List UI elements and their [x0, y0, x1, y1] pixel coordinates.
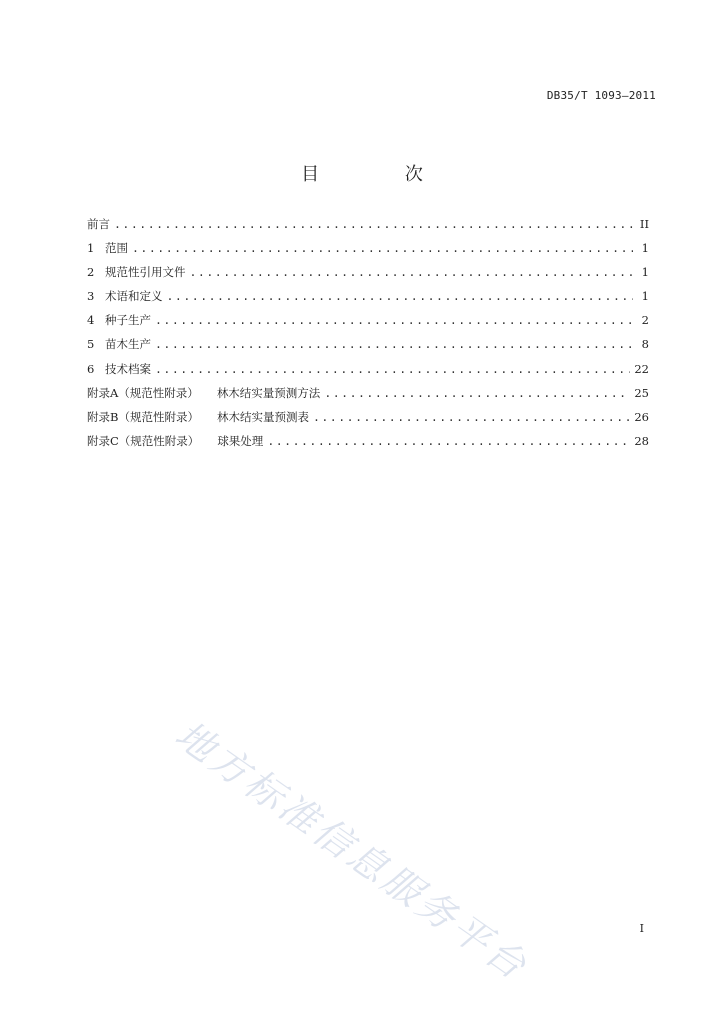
toc-entry-number: 6	[87, 361, 95, 376]
toc-entry-number: 5	[87, 337, 95, 352]
toc-entry-label: 技术档案	[105, 361, 151, 376]
toc-entry-page: 1	[641, 241, 649, 256]
table-of-contents	[87, 216, 649, 457]
toc-entry-number: 4	[87, 313, 95, 328]
toc-entry-appendix-c[interactable]	[87, 433, 649, 457]
toc-title: 目 次	[301, 164, 463, 185]
toc-entry-number: 附录A（规范性附录）	[87, 385, 199, 400]
standard-code: DB35/T 1093—2011	[546, 89, 656, 102]
toc-entry-label: 林木结实量预测表	[216, 409, 309, 424]
toc-entry-label: 林木结实量预测方法	[216, 385, 321, 400]
toc-entry-foreword[interactable]	[87, 216, 649, 240]
toc-leader-dots	[313, 410, 630, 424]
toc-entry-number: 附录B（规范性附录）	[87, 409, 199, 424]
toc-entry-page: 8	[641, 337, 649, 352]
toc-leader-dots	[267, 434, 630, 448]
toc-entry-label: 范围	[105, 241, 128, 256]
toc-leader-dots	[155, 337, 633, 351]
toc-entry-technical-records[interactable]	[87, 361, 649, 385]
toc-entry-page: 28	[634, 433, 649, 448]
toc-entry-label: 球果处理	[217, 433, 264, 448]
toc-entry-label: 规范性引用文件	[105, 265, 186, 280]
toc-entry-label: 种子生产	[105, 313, 151, 328]
page-number: I	[639, 922, 644, 935]
toc-entry-label: 术语和定义	[105, 289, 163, 304]
toc-entry-number: 附录C（规范性附录）	[87, 433, 200, 448]
toc-leader-dots	[155, 362, 630, 376]
watermark: 地方标准信息服务平台	[167, 712, 537, 990]
toc-entry-page: II	[639, 217, 649, 231]
toc-leader-dots	[132, 241, 633, 255]
toc-leader-dots	[114, 217, 633, 231]
toc-entry-page: 26	[634, 409, 649, 424]
toc-entry-scope[interactable]	[87, 240, 649, 264]
toc-entry-seed-production[interactable]	[87, 312, 649, 336]
toc-leader-dots	[324, 386, 630, 400]
toc-entry-appendix-a[interactable]	[87, 385, 649, 409]
toc-entry-normative-references[interactable]	[87, 264, 649, 288]
toc-entry-number: 1	[87, 241, 95, 256]
toc-leader-dots	[190, 265, 634, 279]
toc-entry-page: 25	[634, 385, 649, 400]
toc-entry-label: 苗木生产	[105, 337, 151, 352]
toc-entry-number: 2	[87, 265, 95, 280]
toc-entry-page: 22	[634, 361, 649, 376]
toc-leader-dots	[167, 289, 634, 303]
toc-entry-appendix-b[interactable]	[87, 409, 649, 433]
toc-leader-dots	[155, 313, 633, 327]
toc-entry-page: 1	[641, 265, 649, 280]
toc-entry-terms-definitions[interactable]	[87, 288, 649, 312]
toc-entry-page: 2	[641, 313, 649, 328]
toc-entry-seedling-production[interactable]	[87, 336, 649, 360]
toc-entry-page: 1	[641, 289, 649, 304]
toc-entry-label: 前言	[87, 217, 110, 231]
toc-entry-number: 3	[87, 289, 95, 304]
